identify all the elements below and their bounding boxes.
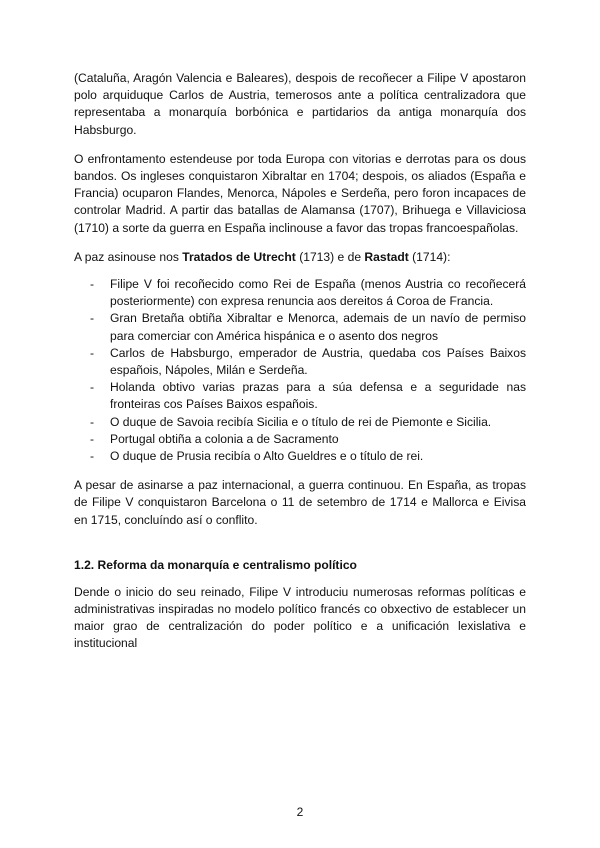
paragraph: Dende o inicio do seu reinado, Filipe V introduciu numerosas reformas políticas e administrativas inspiradas no modelo político francés co obxectivo de establecer un maior grao de centralización do poder político e a unificación lexislativa e institucional <box>74 584 526 651</box>
list-item <box>74 276 526 310</box>
list-item <box>74 414 526 431</box>
text: A paz asinouse nos <box>74 249 183 264</box>
bullet-dash: - <box>90 311 95 326</box>
treaty-terms-list <box>74 276 526 465</box>
list-item <box>74 379 526 413</box>
bullet-dash: - <box>90 431 95 446</box>
list-item-text: O duque de Prusia recibía o Alto Gueldres e o título de rei. <box>110 449 424 464</box>
bullet-dash: - <box>90 449 95 464</box>
list-item-text: Carlos de Habsburgo, emperador de Austria, quedaba cos Países Baixos españois, Nápoles, Milán e Serdeña. <box>110 345 526 378</box>
paragraph: O enfrontamento estendeuse por toda Europa con vitorias e derrotas para os dous bandos. Os ingleses conquistaron Xibraltar en 1704; despois, os aliados (España e Francia) ocuparon Flandes, Menorca, Nápoles e Serdeña, pero foron incapaces de controlar Madrid. A partir das batallas de Alamansa (1707), Brihuega e Villaviciosa (1710) a sorte da guerra en España inclinouse a favor das tropas francoespañolas. <box>74 151 526 235</box>
list-item <box>74 345 526 379</box>
bold-text: Rastadt <box>364 249 409 264</box>
page-number: 2 <box>296 805 304 819</box>
paragraph-treaties <box>74 249 526 266</box>
list-item <box>74 431 526 448</box>
section-heading: 1.2. Reforma da monarquía e centralismo político <box>74 557 357 572</box>
list-item-text: Filipe V foi recoñecido como Rei de España (menos Austria co recoñecerá posteriormente) con expresa renuncia aos dereitos á Coroa de Francia. <box>110 277 526 309</box>
list-item-text: Gran Bretaña obtiña Xibraltar e Menorca, ademais de un navío de permiso para comerciar con América hispánica e o asento dos negros <box>110 311 526 343</box>
bullet-dash: - <box>90 380 95 395</box>
list-item-text: Portugal obtiña a colonia a de Sacramento <box>110 431 339 446</box>
bullet-dash: - <box>90 345 95 360</box>
list-item-text: Holanda obtivo varias prazas para a súa defensa e a seguridade nas fronteiras cos Países Baixos españois. <box>110 380 526 412</box>
list-item <box>74 448 526 465</box>
paragraph: (Cataluña, Aragón Valencia e Baleares), despois de recoñecer a Filipe V apostaron polo arquiduque Carlos de Austria, temerosos ante a política centralizadora que representaba a monarquía borbónica e partidarios da antiga monarquía dos Habsburgo. <box>74 71 526 137</box>
list-item-text: O duque de Savoia recibía Sicilia e o título de rei de Piemonte e Sicilia. <box>110 414 492 429</box>
list-item <box>74 310 526 344</box>
paragraph: A pesar de asinarse a paz internacional, a guerra continuou. En España, as tropas de Filipe V conquistaron Barcelona o 11 de setembro de 1714 e Mallorca e Eivisa en 1715, concluíndo así o conflito. <box>74 478 526 527</box>
document-body <box>74 70 526 665</box>
bold-text: Tratados de Utrecht <box>182 249 296 264</box>
bullet-dash: - <box>90 277 95 292</box>
text: (1713) e de <box>295 249 365 264</box>
text: (1714): <box>408 249 451 264</box>
bullet-dash: - <box>90 414 95 429</box>
